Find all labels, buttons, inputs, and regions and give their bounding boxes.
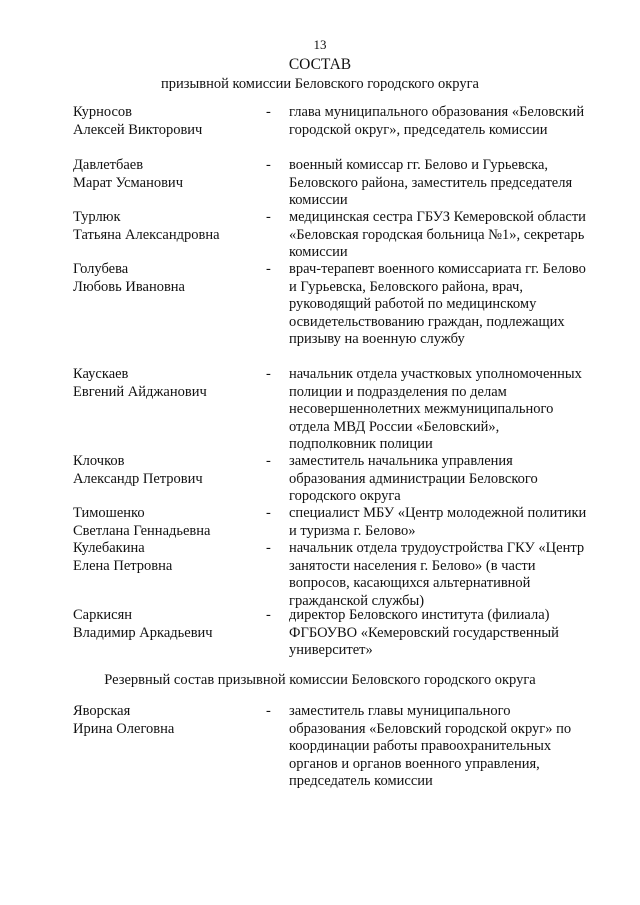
document-subtitle: призывной комиссии Беловского городского округа	[161, 76, 479, 92]
member-role: специалист МБУ «Центр молодежной политики и туризма г. Белово»	[289, 505, 587, 539]
member-role: глава муниципального образования «Беловский городской округ», председатель комиссии	[289, 104, 585, 138]
member-surname: Турлюк	[73, 209, 121, 225]
member-role: начальник отдела участковых уполномоченных полиции и подразделения по делам несовершеннолетних межмуниципального отдела МВД России «Беловский», подполковник полиции	[289, 366, 582, 452]
member-dash: -	[266, 366, 271, 382]
member-surname: Давлетбаев	[73, 157, 144, 173]
member-given-names: Евгений Айджанович	[73, 383, 207, 400]
member-dash: -	[266, 540, 271, 556]
member-role: врач-терапевт военного комиссариата гг. Белово и Гурьевска, Беловского района, врач, руководящий работой по медицинскому освидетельствованию граждан, подлежащих призыву на военную службу	[289, 261, 586, 347]
member-dash: -	[266, 607, 271, 623]
member-given-names: Любовь Ивановна	[73, 278, 185, 295]
member-dash: -	[266, 453, 271, 469]
member-name	[73, 453, 258, 488]
member-given-names: Алексей Викторович	[73, 121, 203, 138]
member-surname: Саркисян	[73, 607, 133, 623]
member-dash: -	[266, 157, 271, 173]
member-dash: -	[266, 703, 271, 719]
member-dash: -	[266, 104, 271, 120]
member-dash: -	[266, 209, 271, 225]
member-name	[73, 157, 258, 192]
reserve-section-heading: Резервный состав призывной комиссии Беловского городского округа	[104, 672, 536, 688]
member-name	[73, 104, 258, 139]
member-surname: Курносов	[73, 104, 132, 120]
member-surname: Тимошенко	[73, 505, 145, 521]
document-title: СОСТАВ	[288, 56, 352, 73]
member-given-names: Светлана Геннадьевна	[73, 522, 211, 539]
member-given-names: Александр Петрович	[73, 470, 203, 487]
member-dash: -	[266, 505, 271, 521]
member-dash: -	[266, 261, 271, 277]
member-name	[73, 703, 258, 738]
member-name	[73, 366, 258, 401]
member-role: военный комиссар гг. Белово и Гурьевска, Беловского района, заместитель председателя комиссии	[289, 157, 573, 208]
member-name	[73, 607, 258, 642]
member-given-names: Елена Петровна	[73, 557, 173, 574]
member-given-names: Марат Усманович	[73, 174, 183, 191]
member-surname: Яворская	[73, 703, 131, 719]
member-name	[73, 261, 258, 296]
member-role: медицинская сестра ГБУЗ Кемеровской области «Беловская городская больница №1», секретарь комиссии	[289, 209, 586, 260]
member-surname: Каускаев	[73, 366, 129, 382]
member-surname: Кулебакина	[73, 540, 145, 556]
member-surname: Голубева	[73, 261, 129, 277]
member-given-names: Татьяна Александровна	[73, 226, 220, 243]
page-number: 13	[313, 37, 327, 52]
member-role: начальник отдела трудоустройства ГКУ «Центр занятости населения г. Белово» (в части вопросов, касающихся альтернативной гражданской службы)	[289, 540, 585, 609]
member-role: заместитель главы муниципального образования «Беловский городской округ» по координации работы правоохранительных органов и органов военного управления, председатель комиссии	[289, 703, 572, 789]
member-name	[73, 505, 258, 540]
member-surname: Клочков	[73, 453, 125, 469]
member-given-names: Ирина Олеговна	[73, 720, 175, 737]
member-role: директор Беловского института (филиала) ФГБОУВО «Кемеровский государственный университет»	[289, 607, 559, 658]
member-name	[73, 540, 258, 575]
member-name	[73, 209, 258, 244]
member-given-names: Владимир Аркадьевич	[73, 624, 213, 641]
member-role: заместитель начальника управления образования администрации Беловского городского округа	[289, 453, 538, 504]
